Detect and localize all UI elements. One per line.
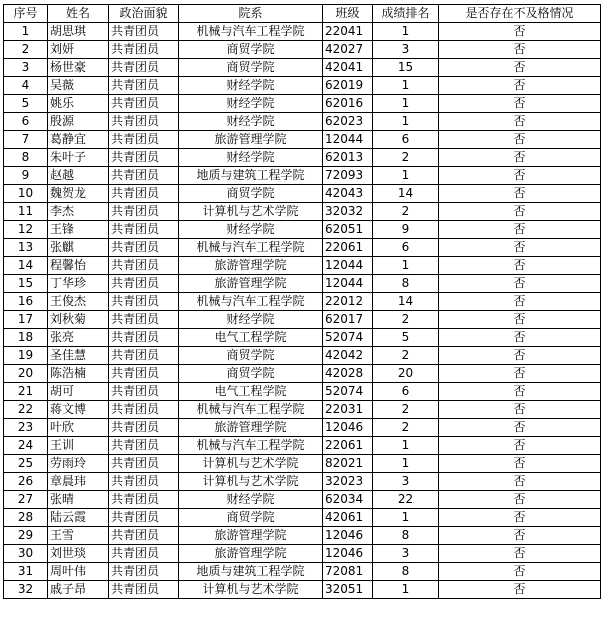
cell-department: 财经学院 — [179, 95, 323, 113]
cell-failing: 否 — [439, 491, 601, 509]
cell-rank: 5 — [373, 329, 439, 347]
col-header-rank: 成绩排名 — [373, 5, 439, 23]
cell-index: 12 — [4, 221, 48, 239]
cell-class: 42061 — [323, 509, 373, 527]
cell-failing: 否 — [439, 401, 601, 419]
cell-name: 赵越 — [48, 167, 109, 185]
cell-political-status: 共青团员 — [109, 293, 179, 311]
table-row — [4, 149, 601, 167]
cell-index: 24 — [4, 437, 48, 455]
cell-name: 蒋文博 — [48, 401, 109, 419]
table-row — [4, 95, 601, 113]
cell-class: 82021 — [323, 455, 373, 473]
table-row — [4, 365, 601, 383]
cell-rank: 1 — [373, 437, 439, 455]
table-row — [4, 473, 601, 491]
table-row — [4, 77, 601, 95]
table-row — [4, 527, 601, 545]
cell-political-status: 共青团员 — [109, 41, 179, 59]
cell-department: 计算机与艺术学院 — [179, 473, 323, 491]
cell-name: 周叶伟 — [48, 563, 109, 581]
cell-rank: 14 — [373, 293, 439, 311]
table-row — [4, 203, 601, 221]
cell-political-status: 共青团员 — [109, 131, 179, 149]
cell-name: 劳雨玲 — [48, 455, 109, 473]
cell-rank: 2 — [373, 347, 439, 365]
cell-failing: 否 — [439, 77, 601, 95]
table-row — [4, 221, 601, 239]
student-table — [3, 4, 601, 599]
cell-rank: 1 — [373, 509, 439, 527]
cell-class: 62034 — [323, 491, 373, 509]
cell-political-status: 共青团员 — [109, 239, 179, 257]
cell-index: 2 — [4, 41, 48, 59]
table-row — [4, 563, 601, 581]
cell-political-status: 共青团员 — [109, 419, 179, 437]
cell-political-status: 共青团员 — [109, 167, 179, 185]
table-row — [4, 455, 601, 473]
cell-political-status: 共青团员 — [109, 275, 179, 293]
cell-index: 29 — [4, 527, 48, 545]
cell-rank: 1 — [373, 581, 439, 599]
cell-class: 12046 — [323, 545, 373, 563]
cell-rank: 1 — [373, 167, 439, 185]
cell-index: 11 — [4, 203, 48, 221]
cell-name: 张晴 — [48, 491, 109, 509]
cell-department: 地质与建筑工程学院 — [179, 167, 323, 185]
cell-department: 商贸学院 — [179, 365, 323, 383]
cell-failing: 否 — [439, 131, 601, 149]
cell-name: 丁华珍 — [48, 275, 109, 293]
cell-index: 10 — [4, 185, 48, 203]
table-row — [4, 509, 601, 527]
cell-class: 62017 — [323, 311, 373, 329]
cell-name: 王训 — [48, 437, 109, 455]
cell-department: 旅游管理学院 — [179, 545, 323, 563]
cell-failing: 否 — [439, 581, 601, 599]
cell-failing: 否 — [439, 257, 601, 275]
cell-failing: 否 — [439, 545, 601, 563]
cell-index: 14 — [4, 257, 48, 275]
cell-index: 22 — [4, 401, 48, 419]
cell-department: 机械与汽车工程学院 — [179, 293, 323, 311]
cell-failing: 否 — [439, 419, 601, 437]
cell-department: 计算机与艺术学院 — [179, 203, 323, 221]
cell-political-status: 共青团员 — [109, 581, 179, 599]
cell-failing: 否 — [439, 527, 601, 545]
cell-department: 地质与建筑工程学院 — [179, 563, 323, 581]
cell-index: 31 — [4, 563, 48, 581]
cell-political-status: 共青团员 — [109, 365, 179, 383]
cell-class: 12044 — [323, 275, 373, 293]
table-row — [4, 491, 601, 509]
cell-rank: 6 — [373, 131, 439, 149]
table-row — [4, 185, 601, 203]
cell-index: 21 — [4, 383, 48, 401]
table-row — [4, 347, 601, 365]
col-header-class: 班级 — [323, 5, 373, 23]
cell-name: 刘秋菊 — [48, 311, 109, 329]
cell-failing: 否 — [439, 563, 601, 581]
cell-political-status: 共青团员 — [109, 527, 179, 545]
cell-political-status: 共青团员 — [109, 437, 179, 455]
table-row — [4, 23, 601, 41]
cell-index: 16 — [4, 293, 48, 311]
cell-failing: 否 — [439, 95, 601, 113]
cell-name: 姚乐 — [48, 95, 109, 113]
cell-rank: 2 — [373, 311, 439, 329]
cell-department: 财经学院 — [179, 311, 323, 329]
cell-index: 28 — [4, 509, 48, 527]
col-header-failing: 是否存在不及格情况 — [439, 5, 601, 23]
table-row — [4, 257, 601, 275]
cell-failing: 否 — [439, 293, 601, 311]
cell-class: 32051 — [323, 581, 373, 599]
cell-department: 旅游管理学院 — [179, 275, 323, 293]
cell-department: 计算机与艺术学院 — [179, 581, 323, 599]
cell-index: 4 — [4, 77, 48, 95]
cell-class: 22012 — [323, 293, 373, 311]
cell-rank: 1 — [373, 257, 439, 275]
cell-rank: 6 — [373, 383, 439, 401]
cell-department: 商贸学院 — [179, 509, 323, 527]
table-row — [4, 383, 601, 401]
cell-name: 朱叶子 — [48, 149, 109, 167]
cell-class: 12044 — [323, 257, 373, 275]
cell-failing: 否 — [439, 167, 601, 185]
cell-political-status: 共青团员 — [109, 23, 179, 41]
cell-failing: 否 — [439, 203, 601, 221]
cell-political-status: 共青团员 — [109, 257, 179, 275]
cell-index: 25 — [4, 455, 48, 473]
cell-class: 42027 — [323, 41, 373, 59]
cell-rank: 15 — [373, 59, 439, 77]
cell-failing: 否 — [439, 437, 601, 455]
cell-department: 机械与汽车工程学院 — [179, 23, 323, 41]
cell-department: 商贸学院 — [179, 347, 323, 365]
cell-index: 23 — [4, 419, 48, 437]
cell-name: 刘世琰 — [48, 545, 109, 563]
cell-class: 12046 — [323, 419, 373, 437]
table-row — [4, 239, 601, 257]
cell-political-status: 共青团员 — [109, 455, 179, 473]
cell-political-status: 共青团员 — [109, 383, 179, 401]
cell-rank: 14 — [373, 185, 439, 203]
cell-failing: 否 — [439, 275, 601, 293]
cell-failing: 否 — [439, 23, 601, 41]
cell-political-status: 共青团员 — [109, 149, 179, 167]
cell-department: 机械与汽车工程学院 — [179, 239, 323, 257]
cell-class: 62019 — [323, 77, 373, 95]
cell-failing: 否 — [439, 473, 601, 491]
table-row — [4, 329, 601, 347]
cell-class: 32032 — [323, 203, 373, 221]
cell-political-status: 共青团员 — [109, 401, 179, 419]
cell-index: 9 — [4, 167, 48, 185]
cell-failing: 否 — [439, 221, 601, 239]
cell-class: 62023 — [323, 113, 373, 131]
cell-rank: 2 — [373, 419, 439, 437]
cell-rank: 3 — [373, 473, 439, 491]
cell-index: 32 — [4, 581, 48, 599]
cell-name: 吴薇 — [48, 77, 109, 95]
cell-political-status: 共青团员 — [109, 59, 179, 77]
cell-class: 12046 — [323, 527, 373, 545]
table-row — [4, 419, 601, 437]
cell-failing: 否 — [439, 311, 601, 329]
cell-class: 42043 — [323, 185, 373, 203]
cell-name: 王锋 — [48, 221, 109, 239]
cell-name: 章晨玮 — [48, 473, 109, 491]
cell-name: 李杰 — [48, 203, 109, 221]
cell-rank: 1 — [373, 113, 439, 131]
cell-name: 张麒 — [48, 239, 109, 257]
cell-class: 42042 — [323, 347, 373, 365]
cell-index: 7 — [4, 131, 48, 149]
cell-political-status: 共青团员 — [109, 329, 179, 347]
table-row — [4, 293, 601, 311]
cell-class: 52074 — [323, 383, 373, 401]
cell-index: 3 — [4, 59, 48, 77]
cell-class: 62016 — [323, 95, 373, 113]
cell-name: 王俊杰 — [48, 293, 109, 311]
cell-political-status: 共青团员 — [109, 509, 179, 527]
cell-index: 17 — [4, 311, 48, 329]
cell-name: 圣佳慧 — [48, 347, 109, 365]
cell-political-status: 共青团员 — [109, 185, 179, 203]
cell-department: 商贸学院 — [179, 41, 323, 59]
cell-failing: 否 — [439, 347, 601, 365]
cell-political-status: 共青团员 — [109, 203, 179, 221]
cell-failing: 否 — [439, 239, 601, 257]
cell-index: 30 — [4, 545, 48, 563]
cell-name: 胡思琪 — [48, 23, 109, 41]
cell-rank: 3 — [373, 545, 439, 563]
cell-rank: 22 — [373, 491, 439, 509]
cell-class: 62051 — [323, 221, 373, 239]
cell-rank: 20 — [373, 365, 439, 383]
cell-index: 13 — [4, 239, 48, 257]
cell-rank: 2 — [373, 401, 439, 419]
table-body — [4, 23, 601, 599]
cell-class: 12044 — [323, 131, 373, 149]
cell-department: 机械与汽车工程学院 — [179, 437, 323, 455]
col-header-political-status: 政治面貌 — [109, 5, 179, 23]
cell-political-status: 共青团员 — [109, 545, 179, 563]
cell-department: 计算机与艺术学院 — [179, 455, 323, 473]
cell-name: 葛静宜 — [48, 131, 109, 149]
table-row — [4, 113, 601, 131]
cell-political-status: 共青团员 — [109, 95, 179, 113]
cell-political-status: 共青团员 — [109, 77, 179, 95]
cell-political-status: 共青团员 — [109, 491, 179, 509]
cell-political-status: 共青团员 — [109, 113, 179, 131]
cell-rank: 2 — [373, 149, 439, 167]
cell-name: 陆云霞 — [48, 509, 109, 527]
cell-class: 32023 — [323, 473, 373, 491]
cell-political-status: 共青团员 — [109, 221, 179, 239]
cell-failing: 否 — [439, 383, 601, 401]
cell-department: 商贸学院 — [179, 59, 323, 77]
table-row — [4, 311, 601, 329]
cell-index: 20 — [4, 365, 48, 383]
cell-rank: 1 — [373, 23, 439, 41]
cell-name: 魏贺龙 — [48, 185, 109, 203]
table-row — [4, 41, 601, 59]
cell-failing: 否 — [439, 365, 601, 383]
cell-index: 15 — [4, 275, 48, 293]
cell-name: 程馨怡 — [48, 257, 109, 275]
cell-index: 5 — [4, 95, 48, 113]
cell-failing: 否 — [439, 113, 601, 131]
cell-department: 财经学院 — [179, 149, 323, 167]
cell-failing: 否 — [439, 185, 601, 203]
cell-department: 财经学院 — [179, 491, 323, 509]
cell-failing: 否 — [439, 149, 601, 167]
table-row — [4, 167, 601, 185]
cell-department: 机械与汽车工程学院 — [179, 401, 323, 419]
cell-political-status: 共青团员 — [109, 347, 179, 365]
cell-class: 72081 — [323, 563, 373, 581]
cell-name: 戚子昂 — [48, 581, 109, 599]
cell-class: 72093 — [323, 167, 373, 185]
cell-name: 陈浩楠 — [48, 365, 109, 383]
cell-index: 18 — [4, 329, 48, 347]
cell-name: 王雪 — [48, 527, 109, 545]
cell-index: 1 — [4, 23, 48, 41]
cell-class: 22041 — [323, 23, 373, 41]
cell-department: 财经学院 — [179, 113, 323, 131]
cell-rank: 8 — [373, 527, 439, 545]
col-header-index: 序号 — [4, 5, 48, 23]
cell-index: 27 — [4, 491, 48, 509]
cell-political-status: 共青团员 — [109, 473, 179, 491]
cell-index: 26 — [4, 473, 48, 491]
cell-department: 旅游管理学院 — [179, 419, 323, 437]
cell-rank: 8 — [373, 275, 439, 293]
cell-index: 8 — [4, 149, 48, 167]
cell-name: 殷源 — [48, 113, 109, 131]
table-row — [4, 401, 601, 419]
table-row — [4, 275, 601, 293]
col-header-department: 院系 — [179, 5, 323, 23]
cell-rank: 8 — [373, 563, 439, 581]
cell-political-status: 共青团员 — [109, 311, 179, 329]
cell-name: 杨世豪 — [48, 59, 109, 77]
cell-name: 叶欣 — [48, 419, 109, 437]
cell-failing: 否 — [439, 509, 601, 527]
col-header-name: 姓名 — [48, 5, 109, 23]
cell-department: 旅游管理学院 — [179, 527, 323, 545]
cell-rank: 3 — [373, 41, 439, 59]
cell-name: 胡可 — [48, 383, 109, 401]
cell-name: 刘妍 — [48, 41, 109, 59]
cell-index: 6 — [4, 113, 48, 131]
cell-class: 22061 — [323, 437, 373, 455]
cell-rank: 1 — [373, 95, 439, 113]
cell-department: 电气工程学院 — [179, 383, 323, 401]
cell-department: 旅游管理学院 — [179, 131, 323, 149]
cell-rank: 1 — [373, 455, 439, 473]
cell-department: 财经学院 — [179, 221, 323, 239]
cell-class: 42041 — [323, 59, 373, 77]
cell-class: 22061 — [323, 239, 373, 257]
cell-rank: 6 — [373, 239, 439, 257]
cell-failing: 否 — [439, 455, 601, 473]
cell-failing: 否 — [439, 41, 601, 59]
cell-rank: 2 — [373, 203, 439, 221]
cell-department: 商贸学院 — [179, 185, 323, 203]
cell-class: 22031 — [323, 401, 373, 419]
table-row — [4, 59, 601, 77]
cell-failing: 否 — [439, 329, 601, 347]
table-row — [4, 545, 601, 563]
cell-rank: 1 — [373, 77, 439, 95]
cell-department: 电气工程学院 — [179, 329, 323, 347]
cell-rank: 9 — [373, 221, 439, 239]
cell-political-status: 共青团员 — [109, 563, 179, 581]
cell-class: 62013 — [323, 149, 373, 167]
table-row — [4, 581, 601, 599]
cell-class: 52074 — [323, 329, 373, 347]
cell-class: 42028 — [323, 365, 373, 383]
cell-department: 财经学院 — [179, 77, 323, 95]
table-row — [4, 131, 601, 149]
cell-department: 旅游管理学院 — [179, 257, 323, 275]
cell-index: 19 — [4, 347, 48, 365]
table-row — [4, 437, 601, 455]
cell-failing: 否 — [439, 59, 601, 77]
table-header-row — [4, 5, 601, 23]
cell-name: 张亮 — [48, 329, 109, 347]
